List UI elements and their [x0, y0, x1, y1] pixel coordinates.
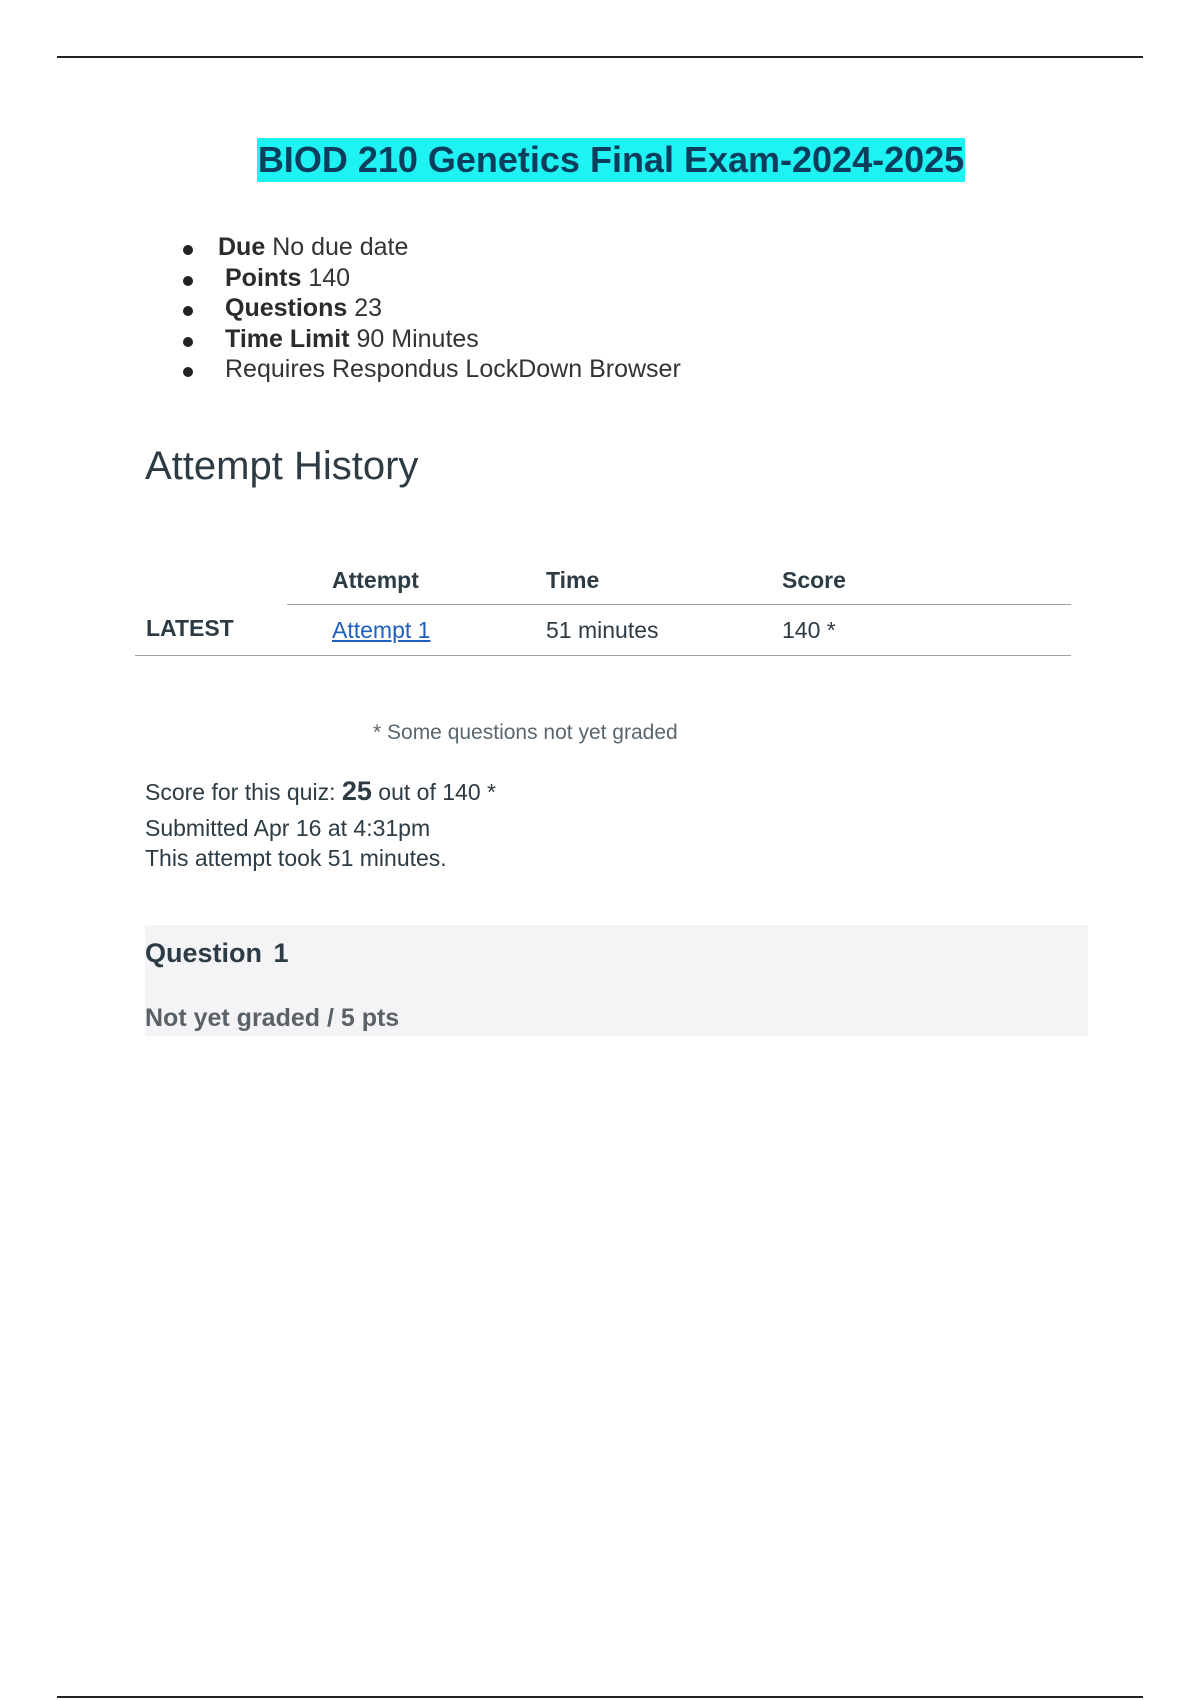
table-bottom-divider — [135, 655, 1071, 656]
time-limit-label: Time Limit — [225, 324, 350, 353]
bullet-icon — [183, 337, 193, 347]
quiz-score-line — [145, 777, 496, 806]
exam-title: BIOD 210 Genetics Final Exam-2024-2025 — [257, 139, 965, 180]
latest-label: LATEST — [146, 615, 234, 641]
grading-footnote: * Some questions not yet graded — [373, 721, 678, 744]
attempt-duration: This attempt took 51 minutes. — [145, 845, 447, 871]
time-limit-value: 90 Minutes — [356, 324, 479, 353]
bullet-icon — [183, 306, 193, 316]
points-value: 140 — [308, 263, 351, 292]
attempt-1-link[interactable]: Attempt 1 — [332, 617, 431, 643]
score-value: 25 — [341, 776, 372, 806]
bullet-icon — [183, 367, 193, 377]
questions-label: Questions — [225, 294, 348, 322]
title-container — [0, 138, 1200, 182]
questions-value: 23 — [354, 294, 383, 322]
score-suffix: out of 140 * — [378, 779, 496, 805]
table-header-divider — [287, 604, 1071, 605]
question-title: Question 1 — [145, 938, 289, 968]
column-header-time: Time — [546, 567, 600, 593]
top-page-rule — [57, 56, 1143, 58]
points-label: Points — [225, 263, 302, 292]
question-status: Not yet graded / 5 pts — [145, 1004, 400, 1032]
bottom-page-rule — [57, 1696, 1143, 1698]
requirement-text: Requires Respondus LockDown Browser — [225, 355, 681, 383]
attempt-history-heading: Attempt History — [145, 444, 419, 488]
question-header — [145, 925, 1088, 1036]
column-header-attempt: Attempt — [332, 567, 419, 593]
attempt-time: 51 minutes — [546, 617, 659, 643]
submitted-time: Submitted Apr 16 at 4:31pm — [145, 815, 431, 841]
due-label: Due — [218, 233, 266, 261]
bullet-icon — [183, 276, 193, 286]
bullet-icon — [183, 245, 193, 255]
column-header-score: Score — [782, 567, 846, 593]
attempt-score: 140 * — [782, 617, 836, 643]
due-value: No due date — [272, 233, 409, 261]
score-prefix: Score for this quiz: — [145, 779, 336, 805]
